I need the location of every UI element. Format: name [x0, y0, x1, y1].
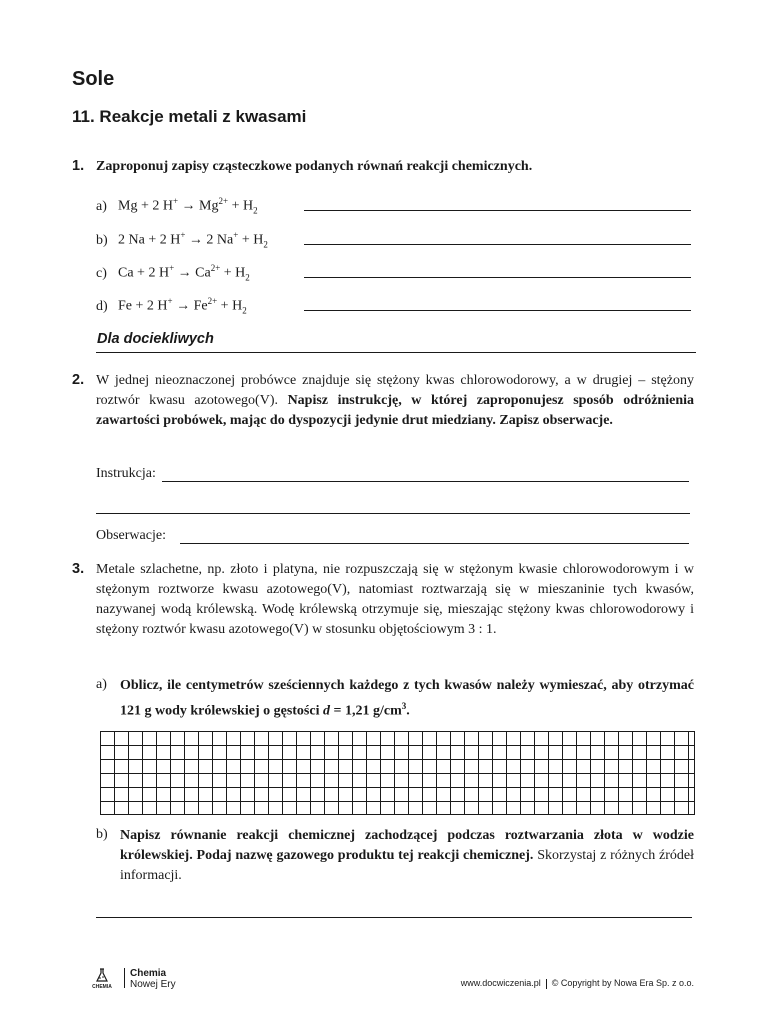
question-3b-text: Napisz równanie reakcji chemicznej zachodzącej podczas roztwarzania złota w wodzie królewskiej. Podaj nazwę gazowego produktu tej reakcji chemicznej. Skorzystaj z różnych źródeł informacji.: [120, 828, 694, 883]
equation-b: b) 2 Na + 2 H+ → 2 $Na^+ + H_2$: [96, 230, 268, 250]
instrukcja-label: Instrukcja:: [96, 466, 156, 481]
footer-separator: [546, 979, 547, 989]
advanced-section-label: Dla dociekliwych: [97, 331, 214, 347]
footer-copyright: [461, 978, 694, 989]
footer-copyright-text: © Copyright by Nowa Era Sp. z o.o.: [551, 978, 694, 988]
calculation-grid[interactable]: [100, 731, 695, 815]
footer-website[interactable]: www.docwiczenia.pl: [460, 978, 541, 988]
answer-line-b[interactable]: [304, 244, 691, 245]
footer-brand-line1: Chemia: [130, 968, 167, 979]
obserwacje-label: Obserwacje:: [96, 528, 166, 543]
answer-line-d[interactable]: [304, 310, 691, 311]
topic-title: 11. Reakcje metali z kwasami: [72, 107, 307, 126]
footer-brand-line2: Nowej Ery: [130, 979, 176, 990]
question-2-text: W jednej nieoznaczonej probówce znajduje się stężony kwas chlorowodorowy, a w drugiej – stężony roztwór kwasu azotowego(V). Napisz instrukcję, w której zaproponujesz sposób odróżnienia zawartości probówek, mając do dyspozycji jedynie drut miedziany. Zapisz obserwacje.: [96, 373, 694, 428]
question-1-text: Zaproponuj zapisy cząsteczkowe podanych równań reakcji chemicznych.: [96, 159, 533, 174]
section-title: Sole: [72, 68, 115, 90]
question-3b-label: b): [96, 827, 108, 842]
question-3a-label: a): [96, 677, 107, 692]
equation-d: d) Fe + 2 $H^+ \to Fe^{2+} + H_2$: [96, 296, 247, 316]
instrukcja-line-2[interactable]: [96, 513, 690, 514]
answer-line-a[interactable]: [304, 210, 691, 211]
equation-c: c) Ca + 2 $H^+ \to Ca^{2+} + H_2$: [96, 263, 250, 283]
question-3-number: 3.: [72, 561, 85, 577]
footer-divider: [124, 968, 125, 988]
question-2-number: 2.: [72, 372, 85, 388]
question-3-text: Metale szlachetne, np. złoto i platyna, nie rozpuszczają się w stężonym kwasie chlorowodorowym i w stężonym roztworze kwasu azotowego(V), natomiast roztwarzają się w mieszaninie tych kwasów, nazywanej wodą królewską. Wodę królewską otrzymuje się, mieszając stężony kwas chlorowodorowy i stężony roztwór kwasu azotowego(V) w stosunku objętościowym 3 : 1.: [96, 562, 694, 637]
footer-logo-small-text: CHEMIA: [92, 984, 112, 990]
equation-a: a) Mg + 2 $H^+ \to Mg^{2+} + H_2$: [96, 196, 258, 216]
answer-line-c[interactable]: [304, 277, 691, 278]
obserwacje-line[interactable]: [180, 543, 689, 544]
answer-line-3b[interactable]: [96, 917, 692, 918]
question-1-number: 1.: [72, 158, 85, 174]
question-3a-text: Oblicz, ile centymetrów sześciennych każdego z tych kwasów należy wymieszać, aby otrzymać 121 g wody królewskiej o gęstości d = 1,21 $g/cm^3$.: [120, 678, 694, 719]
instrukcja-line-1[interactable]: [162, 481, 689, 482]
advanced-section-rule: [96, 352, 696, 353]
